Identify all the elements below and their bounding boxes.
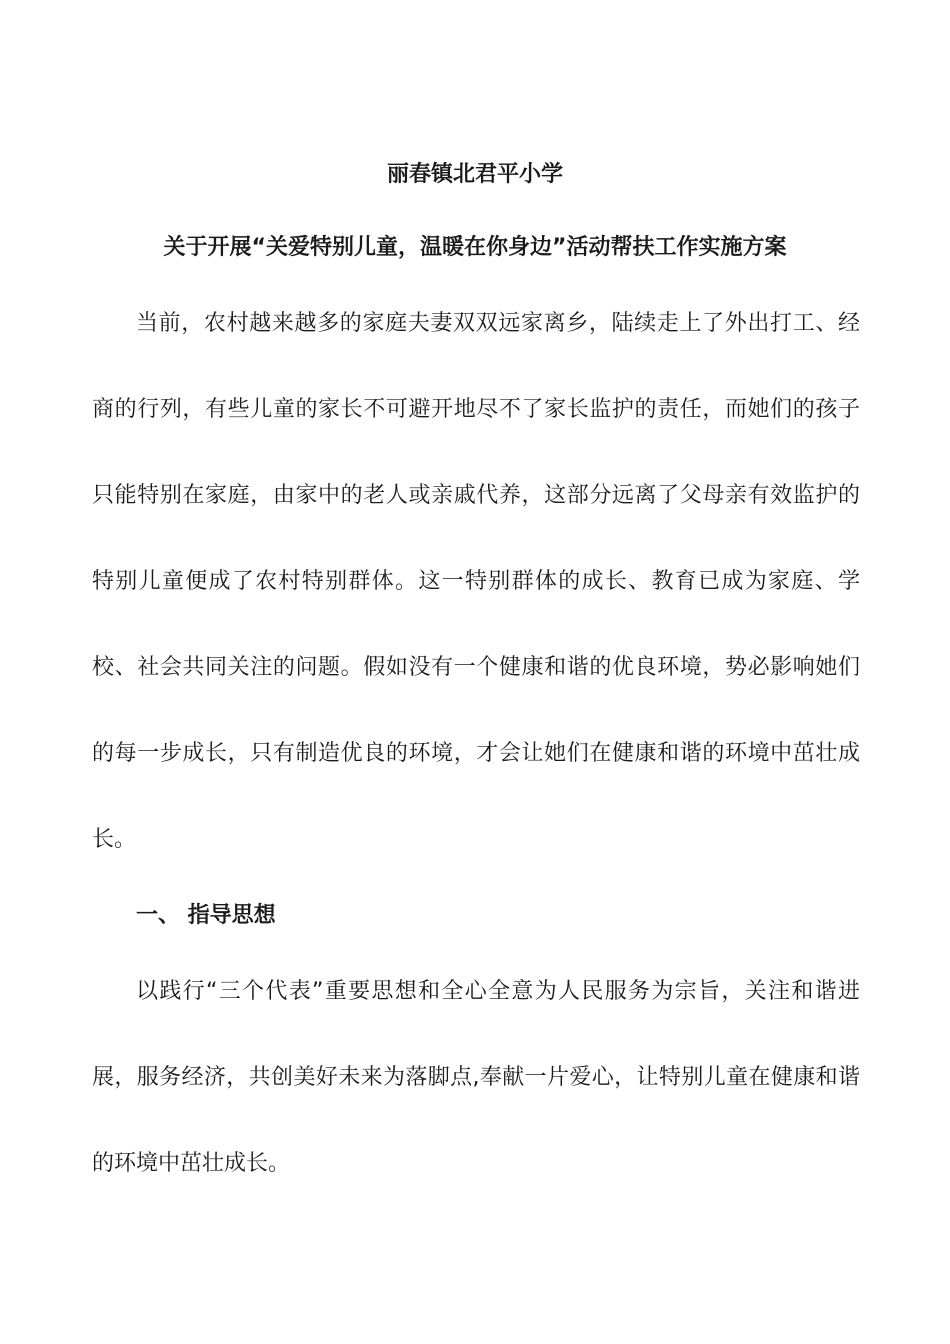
- guiding-ideology-paragraph: 以践行“三个代表”重要思想和全心全意为人民服务为宗旨，关注和谐进展，服务经济，共创美好未来为落脚点,奉献一片爱心，让特别儿童在健康和谐的环境中茁壮成长。: [92, 979, 860, 1176]
- plan-title: 关于开展“关爱特别儿童，温暖在你身边”活动帮扶工作实施方案: [163, 235, 787, 260]
- school-title: 丽春镇北君平小学: [386, 162, 563, 187]
- section-heading-guiding-ideology: 一、 指导思想: [136, 903, 276, 928]
- intro-paragraph: 当前，农村越来越多的家庭夫妻双双远家离乡，陆续走上了外出打工、经商的行列，有些儿童的家长不可避开地尽不了家长监护的责任，而她们的孩子只能特别在家庭，由家中的老人或亲戚代养，这部分远离了父母亲有效监护的特别儿童便成了农村特别群体。这一特别群体的成长、教育已成为家庭、学校、社会共同关注的问题。假如没有一个健康和谐的优良环境，势必影响她们的每一步成长，只有制造优良的环境，才会让她们在健康和谐的环境中茁壮成长。: [92, 311, 860, 852]
